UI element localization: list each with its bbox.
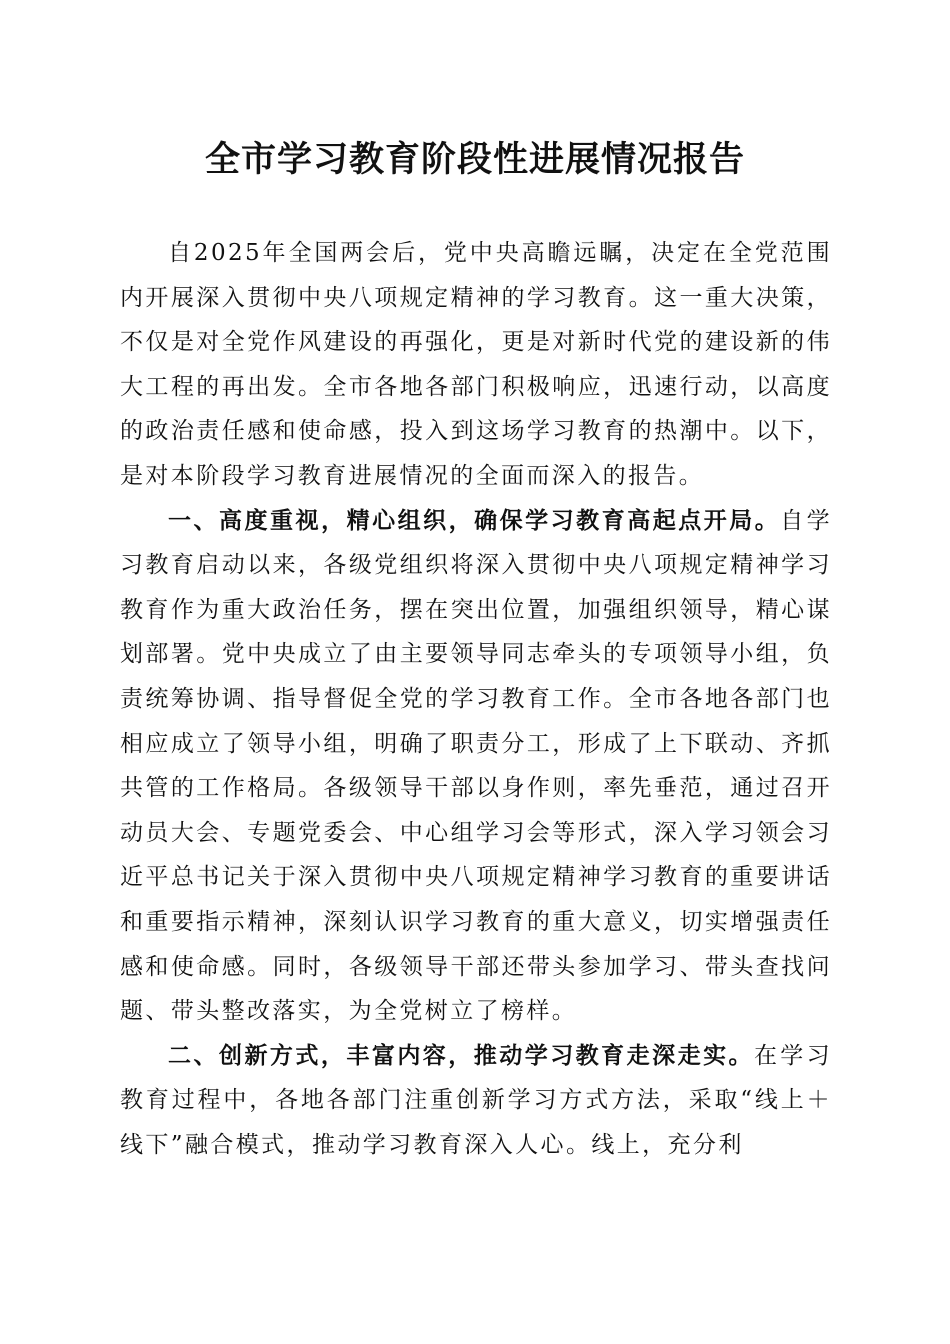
intro-paragraph: 自2025年全国两会后，党中央高瞻远瞩，决定在全党范围内开展深入贯彻中央八项规定精神的学习教育。这一重大决策，不仅是对全党作风建设的再强化，更是对新时代党的建设新的伟大工程的再出发。全市各地各部门积极响应，迅速行动，以高度的政治责任感和使命感，投入到这场学习教育的热潮中。以下，是对本阶段学习教育进展情况的全面而深入的报告。 — [120, 240, 832, 489]
document-body — [120, 231, 832, 1167]
section-heading-1: 一、高度重视，精心组织，确保学习教育高起点开局。 — [168, 507, 781, 534]
document-title: 全市学习教育阶段性进展情况报告 — [204, 139, 745, 180]
section-paragraph-1 — [120, 499, 832, 1034]
section-paragraph-2 — [120, 1034, 832, 1168]
section-text-2: 在学习教育过程中，各地各部门注重创新学习方式方法，采取“线上＋线下”融合模式，推动学习教育深入人心。线上，充分利 — [120, 1042, 832, 1158]
section-text-1: 自学习教育启动以来，各级党组织将深入贯彻中央八项规定精神学习教育作为重大政治任务，摆在突出位置，加强组织领导，精心谋划部署。党中央成立了由主要领导同志牵头的专项领导小组，负责统筹协调、指导督促全党的学习教育工作。全市各地各部门也相应成立了领导小组，明确了职责分工，形成了上下联动、齐抓共管的工作格局。各级领导干部以身作则，率先垂范，通过召开动员大会、专题党委会、中心组学习会等形式，深入学习领会习近平总书记关于深入贯彻中央八项规定精神学习教育的重要讲话和重要指示精神，深刻认识学习教育的重大意义，切实增强责任感和使命感。同时，各级领导干部还带头参加学习、带头查找问题、带头整改落实，为全党树立了榜样。 — [120, 507, 832, 1025]
section-heading-2: 二、创新方式，丰富内容，推动学习教育走深走实。 — [168, 1042, 755, 1069]
